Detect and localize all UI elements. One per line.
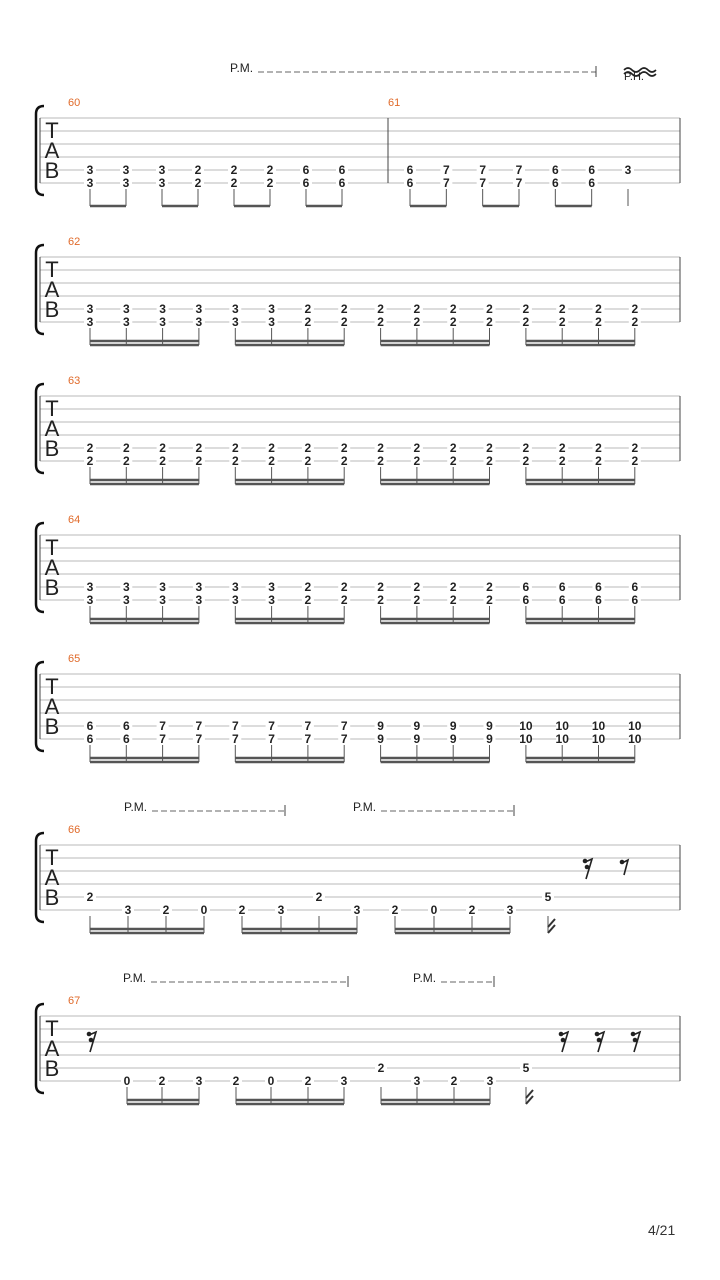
- fret-number: 3: [231, 593, 239, 607]
- tab-clef-b: B: [44, 885, 60, 910]
- tab-clef-a: A: [44, 555, 60, 580]
- fret-number: 3: [195, 593, 203, 607]
- fret-number: 2: [522, 454, 530, 468]
- fret-number: 6: [86, 732, 94, 746]
- fret-number: 3: [158, 176, 166, 190]
- fret-number: 2: [304, 302, 312, 316]
- tab-clef-t: T: [45, 1016, 59, 1041]
- fret-number: 2: [194, 163, 202, 177]
- fret-number: 3: [231, 315, 239, 329]
- fret-number: 2: [558, 315, 566, 329]
- tab-clef-t: T: [45, 257, 59, 282]
- beam-group: [381, 606, 490, 623]
- fret-number: 3: [86, 593, 94, 607]
- beam-group: [381, 328, 490, 345]
- measure-number: 64: [68, 514, 81, 526]
- fret-number: 2: [522, 315, 530, 329]
- fret-number: 2: [238, 903, 246, 917]
- measure-number: 61: [388, 97, 401, 109]
- fret-number: 2: [595, 315, 602, 329]
- fret-number: 9: [413, 719, 421, 733]
- beam-group: [235, 606, 344, 623]
- fret-number: 7: [442, 176, 450, 190]
- beam-group: [235, 745, 344, 762]
- beam-group: [526, 328, 635, 345]
- fret-number: 2: [340, 441, 348, 455]
- fret-number: 10: [555, 719, 569, 733]
- tab-clef-t: T: [45, 674, 59, 699]
- beam-group: [90, 189, 126, 206]
- fret-number: 0: [200, 903, 208, 917]
- fret-number: 2: [304, 580, 312, 594]
- tab-clef-b: B: [44, 436, 60, 461]
- beam-group: [306, 189, 342, 206]
- fret-number: 10: [628, 719, 642, 733]
- fret-number: 2: [486, 454, 493, 468]
- fret-number: 3: [340, 1074, 348, 1088]
- palm-mute-mark: [152, 805, 285, 816]
- fret-number: 7: [268, 719, 275, 733]
- measure-number: 66: [68, 824, 81, 836]
- fret-number: 2: [377, 593, 384, 607]
- fret-number: 2: [449, 315, 457, 329]
- fret-number: 2: [159, 454, 166, 468]
- palm-mute-label: P.M.: [353, 800, 377, 814]
- tab-clef-a: A: [44, 138, 60, 163]
- fret-number: 10: [591, 719, 606, 733]
- fret-number: 2: [162, 903, 170, 917]
- fret-number: 3: [195, 580, 203, 594]
- fret-number: 3: [231, 580, 239, 594]
- palm-mute-label: P.M.: [124, 800, 148, 814]
- fret-number: 2: [340, 302, 348, 316]
- fret-number: 6: [302, 163, 310, 177]
- measure-number: 63: [68, 375, 81, 387]
- beam-group: [381, 745, 490, 762]
- fret-number: 3: [268, 580, 275, 594]
- beam-group: [242, 916, 357, 933]
- fret-number: 3: [231, 302, 239, 316]
- fret-number: 2: [159, 441, 166, 455]
- fret-number: 2: [122, 441, 130, 455]
- tab-clef-b: B: [44, 297, 60, 322]
- fret-number: 6: [122, 732, 130, 746]
- measure-number: 60: [68, 97, 81, 109]
- flagged-note-stem: [526, 1087, 533, 1104]
- fret-number: 6: [631, 593, 639, 607]
- palm-mute-mark: [441, 976, 494, 987]
- fret-number: 9: [377, 732, 384, 746]
- beam-group: [90, 328, 199, 345]
- beam-group: [526, 606, 635, 623]
- fret-number: 7: [159, 719, 166, 733]
- fret-number: 2: [158, 1074, 166, 1088]
- fret-number: 7: [231, 732, 239, 746]
- fret-number: 2: [413, 315, 421, 329]
- fret-number: 3: [159, 302, 166, 316]
- fret-number: 2: [340, 454, 348, 468]
- fret-number: 2: [122, 454, 130, 468]
- fret-number: 3: [86, 176, 94, 190]
- fret-number: 2: [231, 454, 239, 468]
- fret-number: 2: [449, 302, 457, 316]
- fret-number: 7: [268, 732, 275, 746]
- fret-number: 2: [304, 454, 312, 468]
- fret-number: 7: [479, 163, 487, 177]
- fret-number: 6: [558, 580, 566, 594]
- tab-clef-b: B: [44, 1056, 60, 1081]
- beam-group: [127, 1087, 199, 1104]
- fret-number: 2: [449, 580, 457, 594]
- fret-number: 3: [122, 302, 130, 316]
- fret-number: 3: [122, 315, 130, 329]
- beam-group: [483, 189, 519, 206]
- fret-number: 3: [277, 903, 285, 917]
- fret-number: 7: [159, 732, 166, 746]
- measure-number: 62: [68, 236, 81, 248]
- beam-group: [90, 606, 199, 623]
- fret-number: 0: [430, 903, 438, 917]
- fret-number: 2: [230, 176, 238, 190]
- beam-group: [90, 916, 204, 933]
- tab-clef-a: A: [44, 277, 60, 302]
- fret-number: 7: [515, 163, 523, 177]
- fret-number: 2: [195, 441, 203, 455]
- fret-number: 3: [159, 593, 166, 607]
- fret-number: 3: [122, 176, 130, 190]
- fret-number: 10: [591, 732, 606, 746]
- fret-number: 2: [413, 441, 421, 455]
- fret-number: 10: [555, 732, 569, 746]
- fret-number: 2: [631, 454, 639, 468]
- fret-number: 7: [195, 732, 203, 746]
- tab-system-4: [36, 523, 680, 612]
- beam-group: [526, 467, 635, 484]
- beam-group: [235, 467, 344, 484]
- fret-number: 6: [522, 593, 530, 607]
- fret-number: 3: [268, 593, 275, 607]
- fret-number: 2: [86, 454, 94, 468]
- beam-group: [235, 328, 344, 345]
- fret-number: 2: [195, 454, 203, 468]
- fret-number: 2: [631, 302, 639, 316]
- fret-number: 3: [413, 1074, 421, 1088]
- fret-number: 2: [595, 302, 602, 316]
- fret-number: 6: [595, 593, 602, 607]
- rest-stroke: [622, 860, 628, 875]
- fret-number: 2: [340, 580, 348, 594]
- fret-number: 2: [631, 315, 639, 329]
- fret-number: 3: [486, 1074, 494, 1088]
- fret-number: 2: [340, 315, 348, 329]
- sixteenth-rest: [583, 859, 592, 879]
- fret-number: 2: [558, 454, 566, 468]
- fret-number: 2: [595, 441, 602, 455]
- fret-number: 2: [413, 454, 421, 468]
- fret-number: 7: [195, 719, 203, 733]
- tab-system-1: [36, 106, 680, 195]
- fret-number: 2: [230, 163, 238, 177]
- page-number: 4/21: [648, 1222, 676, 1238]
- beam-group: [162, 189, 198, 206]
- fret-number: 6: [588, 163, 596, 177]
- tab-clef-a: A: [44, 416, 60, 441]
- beam-group: [90, 745, 199, 762]
- fret-number: 2: [86, 890, 94, 904]
- fret-number: 6: [551, 163, 559, 177]
- fret-number: 6: [595, 580, 602, 594]
- fret-number: 2: [266, 163, 274, 177]
- fret-number: 3: [86, 302, 94, 316]
- fret-number: 6: [522, 580, 530, 594]
- fret-number: 7: [231, 719, 239, 733]
- tab-clef-b: B: [44, 714, 60, 739]
- fret-number: 2: [486, 302, 493, 316]
- fret-number: 10: [519, 719, 533, 733]
- tab-clef-t: T: [45, 535, 59, 560]
- beam-group: [236, 1087, 344, 1104]
- tab-clef-t: T: [45, 845, 59, 870]
- tab-clef-a: A: [44, 694, 60, 719]
- fret-number: 2: [304, 593, 312, 607]
- fret-number: 2: [268, 441, 275, 455]
- fret-number: 2: [268, 454, 275, 468]
- fret-number: 3: [195, 315, 203, 329]
- fret-number: 3: [86, 315, 94, 329]
- tab-clef-t: T: [45, 118, 59, 143]
- fret-number: 2: [377, 1061, 385, 1075]
- fret-number: 2: [486, 315, 493, 329]
- beam-group: [381, 467, 490, 484]
- fret-number: 2: [558, 441, 566, 455]
- fret-number: 6: [86, 719, 94, 733]
- fret-number: 3: [268, 302, 275, 316]
- fret-number: 2: [266, 176, 274, 190]
- palm-mute-mark: [258, 66, 596, 77]
- fret-number: 9: [486, 719, 493, 733]
- fret-number: 2: [391, 903, 399, 917]
- fret-number: 2: [449, 441, 457, 455]
- fret-number: 3: [158, 163, 166, 177]
- fret-number: 3: [159, 315, 166, 329]
- measure-number: 67: [68, 995, 81, 1007]
- fret-number: 0: [267, 1074, 275, 1088]
- fret-number: 2: [377, 315, 384, 329]
- flagged-note-stem: [548, 916, 555, 933]
- fret-number: 3: [159, 580, 166, 594]
- fret-number: 2: [315, 890, 323, 904]
- fret-number: 7: [479, 176, 487, 190]
- fret-number: 3: [122, 163, 130, 177]
- fret-number: 2: [340, 593, 348, 607]
- fret-number: 9: [486, 732, 493, 746]
- fret-number: 6: [302, 176, 310, 190]
- fret-number: 2: [468, 903, 476, 917]
- fret-number: 6: [551, 176, 559, 190]
- fret-number: 2: [558, 302, 566, 316]
- fret-number: 9: [449, 732, 457, 746]
- fret-number: 10: [628, 732, 642, 746]
- fret-number: 2: [377, 441, 384, 455]
- fret-number: 2: [304, 441, 312, 455]
- palm-mute-mark: [151, 976, 348, 987]
- beam-group: [381, 1087, 490, 1104]
- fret-number: 2: [631, 441, 639, 455]
- measure-number: 65: [68, 653, 81, 665]
- fret-number: 7: [304, 732, 312, 746]
- beam-group: [395, 916, 510, 933]
- palm-mute-label: P.M.: [123, 971, 147, 985]
- fret-number: 2: [522, 302, 530, 316]
- palm-mute-label: P.M.: [230, 61, 254, 75]
- fret-number: 2: [486, 580, 493, 594]
- fret-number: 9: [449, 719, 457, 733]
- tab-system-2: [36, 245, 680, 334]
- fret-number: 2: [522, 441, 530, 455]
- fret-number: 6: [122, 719, 130, 733]
- tab-clef-a: A: [44, 1036, 60, 1061]
- fret-number: 6: [406, 176, 414, 190]
- fret-number: 3: [124, 903, 132, 917]
- eighth-rest: [620, 860, 628, 875]
- tab-clef-a: A: [44, 865, 60, 890]
- fret-number: 7: [340, 719, 348, 733]
- palm-mute-label: P.M.: [413, 971, 437, 985]
- fret-number: 2: [194, 176, 202, 190]
- fret-number: 3: [122, 593, 130, 607]
- fret-number: 6: [338, 163, 346, 177]
- fret-number: 2: [449, 454, 457, 468]
- fret-number: 2: [231, 441, 239, 455]
- fret-number: 2: [304, 1074, 312, 1088]
- fret-number: 2: [232, 1074, 240, 1088]
- fret-number: 2: [413, 580, 421, 594]
- fret-number: 6: [588, 176, 596, 190]
- fret-number: 3: [86, 163, 94, 177]
- beam-group: [410, 189, 446, 206]
- pinch-harmonic-label: P.H.: [624, 71, 644, 83]
- fret-number: 2: [486, 593, 493, 607]
- fret-number: 2: [450, 1074, 458, 1088]
- beam-group: [526, 745, 635, 762]
- fret-number: 2: [377, 580, 384, 594]
- fret-number: 3: [195, 302, 203, 316]
- fret-number: 6: [631, 580, 639, 594]
- fret-number: 3: [506, 903, 514, 917]
- fret-number: 2: [304, 315, 312, 329]
- fret-number: 6: [338, 176, 346, 190]
- beam-group: [555, 189, 591, 206]
- fret-number: 2: [449, 593, 457, 607]
- fret-number: 3: [86, 580, 94, 594]
- palm-mute-mark: [381, 805, 514, 816]
- tab-system-3: [36, 384, 680, 473]
- tab-clef-t: T: [45, 396, 59, 421]
- fret-number: 5: [522, 1061, 530, 1075]
- fret-number: 10: [519, 732, 533, 746]
- fret-number: 5: [544, 890, 552, 904]
- beam-group: [234, 189, 270, 206]
- fret-number: 3: [195, 1074, 203, 1088]
- fret-number: 0: [123, 1074, 131, 1088]
- beam-group: [90, 467, 199, 484]
- fret-number: 3: [353, 903, 361, 917]
- fret-number: 2: [377, 302, 384, 316]
- fret-number: 7: [340, 732, 348, 746]
- fret-number: 2: [595, 454, 602, 468]
- fret-number: 2: [413, 302, 421, 316]
- fret-number: 3: [624, 163, 632, 177]
- fret-number: 6: [406, 163, 414, 177]
- fret-number: 7: [442, 163, 450, 177]
- fret-number: 6: [558, 593, 566, 607]
- fret-number: 2: [86, 441, 94, 455]
- fret-number: 2: [486, 441, 493, 455]
- fret-number: 3: [268, 315, 275, 329]
- fret-number: 9: [413, 732, 421, 746]
- fret-number: 2: [413, 593, 421, 607]
- tab-clef-b: B: [44, 575, 60, 600]
- fret-number: 3: [122, 580, 130, 594]
- tab-system-5: [36, 662, 680, 751]
- fret-number: 7: [515, 176, 523, 190]
- fret-number: 7: [304, 719, 312, 733]
- tab-clef-b: B: [44, 158, 60, 183]
- fret-number: 9: [377, 719, 384, 733]
- fret-number: 2: [377, 454, 384, 468]
